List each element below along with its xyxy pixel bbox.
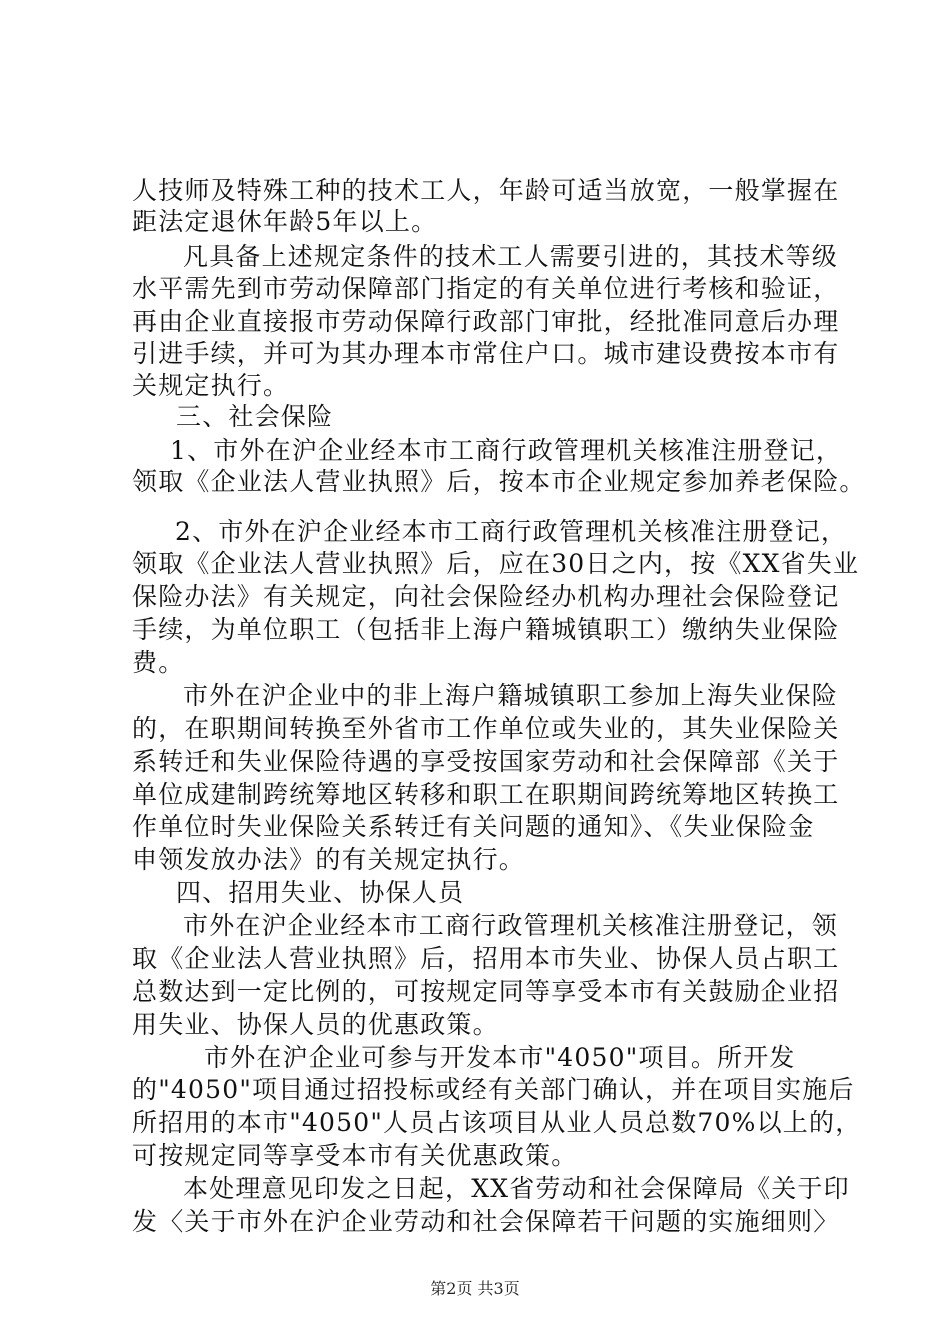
text-line: 市外在沪企业经本市工商行政管理机关核准注册登记，领	[183, 911, 839, 940]
text-line: 的，在职期间转换至外省市工作单位或失业的，其失业保险关	[132, 714, 840, 743]
text-line: 本处理意见印发之日起，XX省劳动和社会保障局《关于印	[183, 1174, 850, 1203]
section-heading: 四、招用失业、协保人员	[176, 878, 465, 907]
text-line: 关规定执行。	[132, 371, 290, 400]
text-line: 1、市外在沪企业经本市工商行政管理机关核准注册登记，	[170, 436, 843, 465]
text-line: 市外在沪企业中的非上海户籍城镇职工参加上海失业保险	[183, 681, 839, 710]
page-footer: 第2页 共3页	[430, 1279, 520, 1298]
text-line: 用失业、协保人员的优惠政策。	[132, 1010, 499, 1039]
text-line: 人技师及特殊工种的技术工人，年龄可适当放宽，一般掌握在	[132, 176, 840, 205]
text-line: 申领发放办法》的有关规定执行。	[132, 845, 526, 874]
text-line: 2、市外在沪企业经本市工商行政管理机关核准注册登记，	[175, 517, 848, 546]
text-line: 系转迁和失业保险待遇的享受按国家劳动和社会保障部《关于	[132, 747, 840, 776]
text-line: 发〈关于市外在沪企业劳动和社会保障若干问题的实施细则〉	[132, 1207, 840, 1236]
section-heading: 三、社会保险	[176, 402, 334, 431]
text-line: 领取《企业法人营业执照》后，按本市企业规定参加养老保险。	[132, 467, 866, 496]
text-line: 保险办法》有关规定，向社会保险经办机构办理社会保险登记	[132, 582, 840, 611]
text-line: 总数达到一定比例的，可按规定同等享受本市有关鼓励企业招	[132, 977, 840, 1006]
text-line: 水平需先到市劳动保障部门指定的有关单位进行考核和验证，	[132, 274, 840, 303]
text-line: 领取《企业法人营业执照》后，应在30日之内，按《XX省失业	[132, 549, 860, 578]
text-line: 再由企业直接报市劳动保障行政部门审批，经批准同意后办理	[132, 307, 840, 336]
text-line: 手续，为单位职工（包括非上海户籍城镇职工）缴纳失业保险	[132, 615, 840, 644]
text-line: 距法定退休年龄5年以上。	[132, 207, 438, 236]
text-line: 作单位时失业保险关系转迁有关问题的通知》、《失业保险金	[132, 812, 815, 841]
text-line: 可按规定同等享受本市有关优惠政策。	[132, 1141, 578, 1170]
text-line: 市外在沪企业可参与开发本市"4050"项目。所开发	[204, 1043, 796, 1072]
text-line: 取《企业法人营业执照》后，招用本市失业、协保人员占职工	[132, 944, 840, 973]
text-line: 凡具备上述规定条件的技术工人需要引进的，其技术等级	[183, 242, 839, 271]
text-line: 的"4050"项目通过招投标或经有关部门确认，并在项目实施后	[132, 1075, 855, 1104]
text-line: 所招用的本市"4050"人员占该项目从业人员总数70%以上的，	[132, 1108, 862, 1137]
text-line: 单位成建制跨统筹地区转移和职工在职期间跨统筹地区转换工	[132, 780, 840, 809]
text-line: 引进手续，并可为其办理本市常住户口。城市建设费按本市有	[132, 339, 840, 368]
text-line: 费。	[132, 648, 185, 677]
